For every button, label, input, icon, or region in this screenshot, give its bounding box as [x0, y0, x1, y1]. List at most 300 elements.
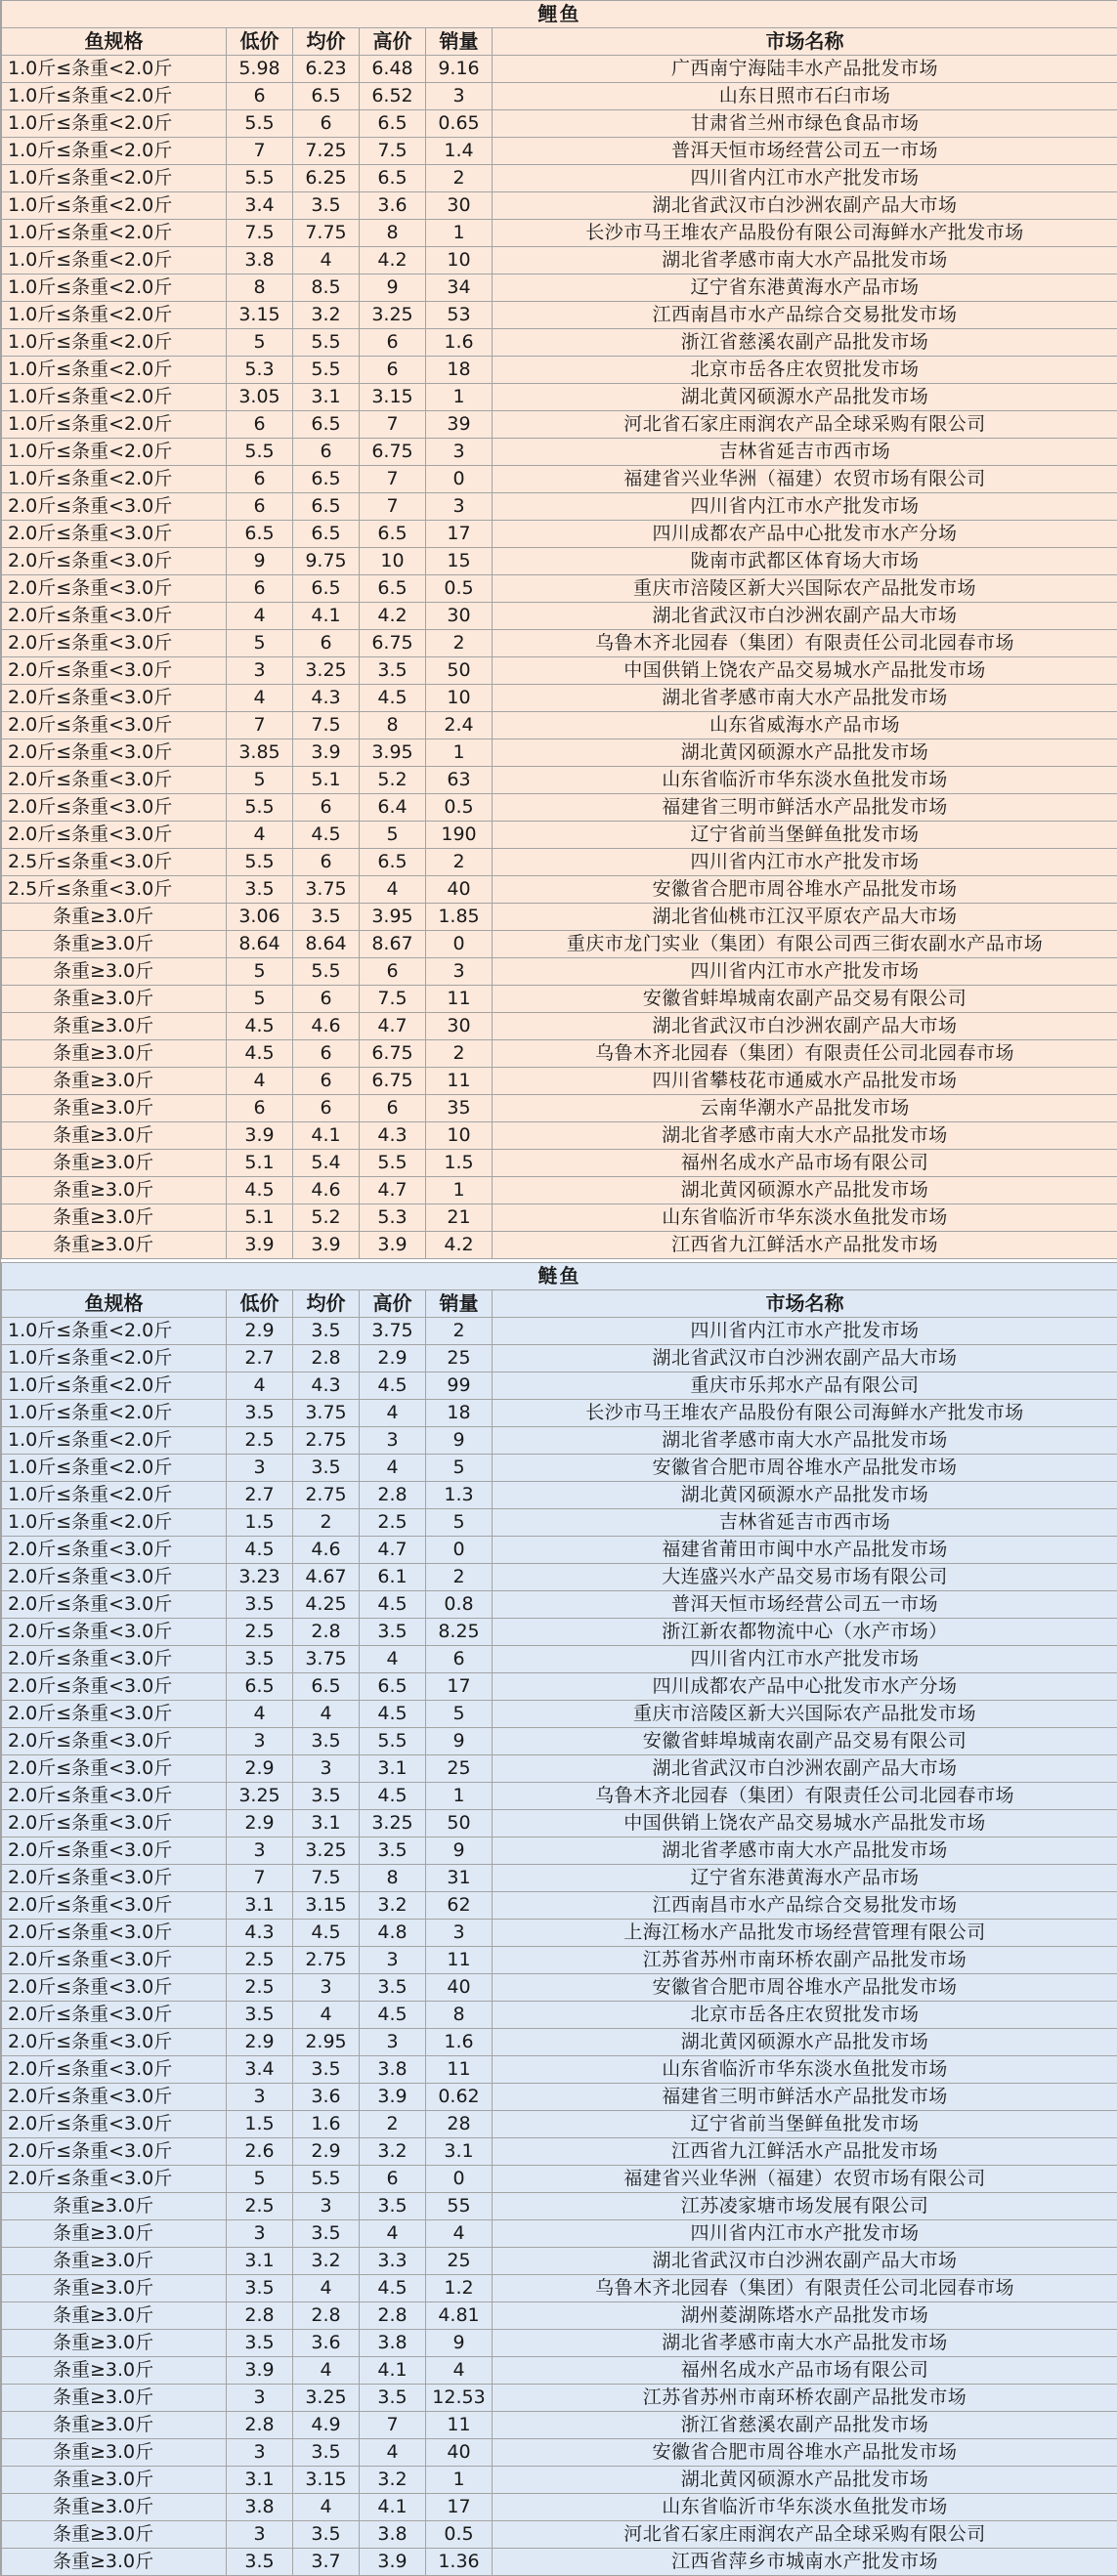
- cell-spec: 条重≥3.0斤: [2, 986, 227, 1013]
- cell-high: 3.8: [360, 2521, 426, 2549]
- cell-low: 3: [227, 2439, 293, 2467]
- cell-volume: 2: [426, 165, 493, 192]
- table-row: [2, 1755, 1117, 1783]
- cell-avg: 3: [293, 1755, 360, 1783]
- table-row: [2, 493, 1117, 521]
- cell-spec: 2.0斤≤条重<3.0斤: [2, 1728, 227, 1755]
- cell-market: 四川省攀枝花市通威水产品批发市场: [493, 1068, 1117, 1095]
- cell-avg: 3.6: [293, 2330, 360, 2357]
- cell-low: 5.5: [227, 439, 293, 466]
- cell-low: 3.23: [227, 1564, 293, 1591]
- cell-high: 3: [360, 2029, 426, 2056]
- cell-market: 大连盛兴水产品交易市场有限公司: [493, 1564, 1117, 1591]
- column-header-volume: 销量: [426, 1290, 493, 1318]
- cell-volume: 30: [426, 1013, 493, 1040]
- table-row: [2, 2111, 1117, 2138]
- cell-avg: 8.5: [293, 274, 360, 302]
- cell-spec: 条重≥3.0斤: [2, 2330, 227, 2357]
- cell-spec: 2.0斤≤条重<3.0斤: [2, 1810, 227, 1837]
- cell-spec: 2.0斤≤条重<3.0斤: [2, 1673, 227, 1701]
- cell-volume: 3: [426, 83, 493, 110]
- cell-spec: 条重≥3.0斤: [2, 1013, 227, 1040]
- cell-market: 安徽省合肥市周谷堆水产品批发市场: [493, 2439, 1117, 2467]
- table-row: [2, 2385, 1117, 2412]
- table-row: [2, 466, 1117, 493]
- table-row: [2, 822, 1117, 849]
- cell-spec: 条重≥3.0斤: [2, 1068, 227, 1095]
- cell-avg: 4.5: [293, 822, 360, 849]
- cell-volume: 1.6: [426, 329, 493, 357]
- cell-volume: 0.8: [426, 1591, 493, 1619]
- cell-market: 江西省九江鲜活水产品批发市场: [493, 1232, 1117, 1259]
- cell-volume: 1: [426, 1177, 493, 1204]
- cell-avg: 4: [293, 247, 360, 274]
- cell-high: 6: [360, 329, 426, 357]
- table-row: [2, 1318, 1117, 1345]
- cell-avg: 6.23: [293, 56, 360, 83]
- cell-volume: 10: [426, 1122, 493, 1150]
- cell-volume: 9: [426, 1837, 493, 1865]
- cell-avg: 3.75: [293, 1400, 360, 1427]
- cell-low: 2.8: [227, 2302, 293, 2330]
- cell-low: 7.5: [227, 220, 293, 247]
- table-row: [2, 411, 1117, 439]
- table-row: [2, 575, 1117, 603]
- cell-market: 安徽省合肥市周谷堆水产品批发市场: [493, 876, 1117, 904]
- cell-avg: 4.6: [293, 1177, 360, 1204]
- table-row: [2, 1591, 1117, 1619]
- cell-volume: 11: [426, 1068, 493, 1095]
- cell-low: 1.5: [227, 2111, 293, 2138]
- cell-high: 8: [360, 712, 426, 739]
- table-row: [2, 1537, 1117, 1564]
- cell-low: 8: [227, 274, 293, 302]
- cell-volume: 1: [426, 2467, 493, 2494]
- cell-low: 3.8: [227, 247, 293, 274]
- cell-volume: 31: [426, 1865, 493, 1892]
- cell-low: 2.5: [227, 1947, 293, 1974]
- cell-volume: 4.2: [426, 1232, 493, 1259]
- cell-high: 6.75: [360, 439, 426, 466]
- table-row: [2, 1372, 1117, 1400]
- cell-spec: 2.0斤≤条重<3.0斤: [2, 603, 227, 630]
- cell-high: 7.5: [360, 138, 426, 165]
- table-row: [2, 56, 1117, 83]
- cell-market: 四川省内江市水产批发市场: [493, 165, 1117, 192]
- cell-low: 6: [227, 493, 293, 521]
- cell-spec: 条重≥3.0斤: [2, 1040, 227, 1068]
- cell-low: 5.98: [227, 56, 293, 83]
- cell-avg: 3.9: [293, 739, 360, 767]
- column-header-high: 高价: [360, 28, 426, 56]
- cell-avg: 5.2: [293, 1204, 360, 1232]
- cell-volume: 0.5: [426, 2521, 493, 2549]
- cell-spec: 1.0斤≤条重<2.0斤: [2, 1400, 227, 1427]
- cell-low: 7: [227, 1865, 293, 1892]
- cell-avg: 7.75: [293, 220, 360, 247]
- table-row: [2, 1646, 1117, 1673]
- column-header-high: 高价: [360, 1290, 426, 1318]
- cell-avg: 6: [293, 110, 360, 138]
- cell-volume: 1.2: [426, 2275, 493, 2302]
- cell-market: 北京市岳各庄农贸批发市场: [493, 357, 1117, 384]
- table-row: [2, 767, 1117, 794]
- cell-spec: 1.0斤≤条重<2.0斤: [2, 1455, 227, 1482]
- cell-avg: 2.8: [293, 1345, 360, 1372]
- cell-high: 6.4: [360, 794, 426, 822]
- cell-high: 9: [360, 274, 426, 302]
- cell-low: 4: [227, 603, 293, 630]
- cell-market: 安徽省蚌埠城南农副产品交易有限公司: [493, 986, 1117, 1013]
- cell-avg: 4: [293, 2357, 360, 2385]
- cell-low: 6: [227, 411, 293, 439]
- cell-spec: 2.0斤≤条重<3.0斤: [2, 1701, 227, 1728]
- table-row: [2, 986, 1117, 1013]
- cell-avg: 2.9: [293, 2138, 360, 2166]
- cell-market: 浙江省慈溪农副产品批发市场: [493, 329, 1117, 357]
- cell-avg: 9.75: [293, 548, 360, 575]
- table-row: [2, 329, 1117, 357]
- cell-low: 5.5: [227, 794, 293, 822]
- cell-volume: 4: [426, 2357, 493, 2385]
- cell-low: 5.1: [227, 1150, 293, 1177]
- table-row: [2, 2056, 1117, 2084]
- cell-spec: 2.0斤≤条重<3.0斤: [2, 822, 227, 849]
- cell-avg: 4.1: [293, 1122, 360, 1150]
- cell-low: 5: [227, 2166, 293, 2193]
- cell-high: 3.6: [360, 192, 426, 220]
- table-row: [2, 630, 1117, 657]
- cell-volume: 0.5: [426, 794, 493, 822]
- cell-high: 4.2: [360, 247, 426, 274]
- cell-high: 3: [360, 1427, 426, 1455]
- cell-market: 湖北省武汉市白沙洲农副产品大市场: [493, 1013, 1117, 1040]
- table-row: [2, 931, 1117, 958]
- cell-high: 10: [360, 548, 426, 575]
- cell-volume: 9: [426, 1427, 493, 1455]
- cell-high: 3.5: [360, 2385, 426, 2412]
- cell-volume: 18: [426, 357, 493, 384]
- cell-market: 湖北省孝感市南大水产品批发市场: [493, 1122, 1117, 1150]
- cell-high: 4.8: [360, 1920, 426, 1947]
- cell-high: 3.5: [360, 1619, 426, 1646]
- cell-market: 云南华潮水产品批发市场: [493, 1095, 1117, 1122]
- cell-market: 湖北黄冈硕源水产品批发市场: [493, 2467, 1117, 2494]
- cell-avg: 4.67: [293, 1564, 360, 1591]
- cell-low: 2.7: [227, 1482, 293, 1509]
- cell-market: 福建省莆田市闽中水产品批发市场: [493, 1537, 1117, 1564]
- cell-volume: 1.5: [426, 1150, 493, 1177]
- cell-market: 乌鲁木齐北园春（集团）有限责任公司北园春市场: [493, 2275, 1117, 2302]
- cell-market: 四川成都农产品中心批发市水产分场: [493, 1673, 1117, 1701]
- cell-market: 四川成都农产品中心批发市水产分场: [493, 521, 1117, 548]
- cell-market: 江苏省苏州市南环桥农副产品批发市场: [493, 2385, 1117, 2412]
- cell-volume: 30: [426, 603, 493, 630]
- cell-spec: 2.0斤≤条重<3.0斤: [2, 1783, 227, 1810]
- column-header-market: 市场名称: [493, 28, 1117, 56]
- cell-market: 湖北省孝感市南大水产品批发市场: [493, 247, 1117, 274]
- cell-low: 3.05: [227, 384, 293, 411]
- cell-market: 四川省内江市水产批发市场: [493, 493, 1117, 521]
- cell-spec: 2.0斤≤条重<3.0斤: [2, 2084, 227, 2111]
- cell-avg: 4.9: [293, 2412, 360, 2439]
- cell-spec: 1.0斤≤条重<2.0斤: [2, 1509, 227, 1537]
- cell-avg: 3.9: [293, 1232, 360, 1259]
- cell-avg: 6.5: [293, 1673, 360, 1701]
- cell-market: 中国供销上饶农产品交易城水产品批发市场: [493, 657, 1117, 685]
- column-header-row: [2, 28, 1117, 56]
- cell-low: 2.9: [227, 1318, 293, 1345]
- cell-spec: 1.0斤≤条重<2.0斤: [2, 56, 227, 83]
- cell-high: 4.5: [360, 1372, 426, 1400]
- cell-volume: 8: [426, 2002, 493, 2029]
- cell-high: 4.7: [360, 1177, 426, 1204]
- cell-low: 4: [227, 685, 293, 712]
- cell-spec: 1.0斤≤条重<2.0斤: [2, 1427, 227, 1455]
- cell-volume: 2.4: [426, 712, 493, 739]
- table-row: [2, 657, 1117, 685]
- table-row: [2, 2494, 1117, 2521]
- cell-market: 湖北省武汉市白沙洲农副产品大市场: [493, 1755, 1117, 1783]
- cell-avg: 6.5: [293, 521, 360, 548]
- table-row: [2, 138, 1117, 165]
- cell-low: 2.5: [227, 1427, 293, 1455]
- cell-spec: 条重≥3.0斤: [2, 1150, 227, 1177]
- cell-market: 福州名成水产品市场有限公司: [493, 1150, 1117, 1177]
- cell-avg: 3.5: [293, 2439, 360, 2467]
- cell-market: 辽宁省东港黄海水产品市场: [493, 1865, 1117, 1892]
- table-row: [2, 1150, 1117, 1177]
- cell-spec: 条重≥3.0斤: [2, 1095, 227, 1122]
- cell-market: 辽宁省前当堡鲜鱼批发市场: [493, 2111, 1117, 2138]
- cell-market: 福州名成水产品市场有限公司: [493, 2357, 1117, 2385]
- column-header-avg: 均价: [293, 1290, 360, 1318]
- cell-spec: 1.0斤≤条重<2.0斤: [2, 411, 227, 439]
- cell-spec: 2.0斤≤条重<3.0斤: [2, 685, 227, 712]
- cell-volume: 0.62: [426, 2084, 493, 2111]
- cell-avg: 3.5: [293, 2220, 360, 2248]
- cell-volume: 40: [426, 2439, 493, 2467]
- cell-market: 中国供销上饶农产品交易城水产品批发市场: [493, 1810, 1117, 1837]
- table-row: [2, 1232, 1117, 1259]
- cell-volume: 3: [426, 1920, 493, 1947]
- cell-spec: 2.0斤≤条重<3.0斤: [2, 1564, 227, 1591]
- cell-avg: 6: [293, 439, 360, 466]
- cell-volume: 39: [426, 411, 493, 439]
- cell-high: 4.1: [360, 2357, 426, 2385]
- cell-market: 江西省萍乡市城南水产批发市场: [493, 2549, 1117, 2576]
- cell-volume: 9: [426, 2330, 493, 2357]
- cell-avg: 2.75: [293, 1947, 360, 1974]
- cell-low: 2.7: [227, 1345, 293, 1372]
- table-row: [2, 1482, 1117, 1509]
- table-row: [2, 2549, 1117, 2576]
- cell-spec: 2.0斤≤条重<3.0斤: [2, 2166, 227, 2193]
- cell-high: 3.5: [360, 657, 426, 685]
- cell-low: 2.8: [227, 2412, 293, 2439]
- cell-spec: 条重≥3.0斤: [2, 2521, 227, 2549]
- cell-high: 7: [360, 493, 426, 521]
- table-row: [2, 1701, 1117, 1728]
- cell-high: 2: [360, 2111, 426, 2138]
- cell-avg: 4.5: [293, 1920, 360, 1947]
- cell-market: 四川省内江市水产批发市场: [493, 2220, 1117, 2248]
- cell-high: 3.1: [360, 1755, 426, 1783]
- cell-spec: 条重≥3.0斤: [2, 1122, 227, 1150]
- table-row: [2, 1837, 1117, 1865]
- cell-market: 湖北省孝感市南大水产品批发市场: [493, 1837, 1117, 1865]
- cell-avg: 2.75: [293, 1427, 360, 1455]
- cell-high: 6.5: [360, 575, 426, 603]
- cell-volume: 63: [426, 767, 493, 794]
- cell-volume: 53: [426, 302, 493, 329]
- cell-volume: 3: [426, 958, 493, 986]
- cell-market: 江苏省苏州市南环桥农副产品批发市场: [493, 1947, 1117, 1974]
- cell-spec: 2.0斤≤条重<3.0斤: [2, 575, 227, 603]
- table-row: [2, 1068, 1117, 1095]
- cell-low: 3: [227, 2220, 293, 2248]
- cell-market: 湖北省武汉市白沙洲农副产品大市场: [493, 192, 1117, 220]
- cell-low: 3.25: [227, 1783, 293, 1810]
- table-row: [2, 1920, 1117, 1947]
- table-row: [2, 2412, 1117, 2439]
- cell-high: 3: [360, 1947, 426, 1974]
- cell-market: 浙江省慈溪农副产品批发市场: [493, 2412, 1117, 2439]
- cell-avg: 3.2: [293, 302, 360, 329]
- cell-spec: 2.0斤≤条重<3.0斤: [2, 2056, 227, 2084]
- cell-avg: 3.5: [293, 1783, 360, 1810]
- cell-low: 5.5: [227, 849, 293, 876]
- cell-volume: 11: [426, 2412, 493, 2439]
- column-header-spec: 鱼规格: [2, 1290, 227, 1318]
- cell-low: 7: [227, 138, 293, 165]
- table-row: [2, 357, 1117, 384]
- cell-spec: 2.0斤≤条重<3.0斤: [2, 521, 227, 548]
- cell-spec: 2.0斤≤条重<3.0斤: [2, 2138, 227, 2166]
- cell-avg: 5.5: [293, 357, 360, 384]
- cell-high: 6.5: [360, 110, 426, 138]
- cell-high: 7: [360, 2412, 426, 2439]
- cell-avg: 3.5: [293, 1728, 360, 1755]
- cell-high: 4.5: [360, 1783, 426, 1810]
- cell-volume: 11: [426, 986, 493, 1013]
- cell-avg: 5.5: [293, 2166, 360, 2193]
- cell-market: 湖北省孝感市南大水产品批发市场: [493, 2330, 1117, 2357]
- cell-high: 2.9: [360, 1345, 426, 1372]
- cell-market: 四川省内江市水产批发市场: [493, 849, 1117, 876]
- cell-avg: 3.5: [293, 2521, 360, 2549]
- cell-low: 3: [227, 2521, 293, 2549]
- cell-low: 3.5: [227, 1646, 293, 1673]
- cell-spec: 1.0斤≤条重<2.0斤: [2, 1482, 227, 1509]
- cell-avg: 4: [293, 2494, 360, 2521]
- cell-spec: 条重≥3.0斤: [2, 2494, 227, 2521]
- cell-market: 河北省石家庄雨润农产品全球采购有限公司: [493, 411, 1117, 439]
- cell-market: 安徽省合肥市周谷堆水产品批发市场: [493, 1974, 1117, 2002]
- cell-low: 4.5: [227, 1537, 293, 1564]
- cell-low: 5: [227, 958, 293, 986]
- cell-low: 1.5: [227, 1509, 293, 1537]
- cell-spec: 2.0斤≤条重<3.0斤: [2, 1920, 227, 1947]
- cell-spec: 2.0斤≤条重<3.0斤: [2, 2029, 227, 2056]
- cell-market: 吉林省延吉市西市场: [493, 439, 1117, 466]
- cell-high: 4.5: [360, 1591, 426, 1619]
- cell-low: 3.9: [227, 1232, 293, 1259]
- cell-volume: 190: [426, 822, 493, 849]
- cell-high: 3.3: [360, 2248, 426, 2275]
- cell-low: 5.5: [227, 110, 293, 138]
- cell-low: 2.5: [227, 2193, 293, 2220]
- cell-volume: 40: [426, 876, 493, 904]
- cell-volume: 1: [426, 739, 493, 767]
- table-row: [2, 2467, 1117, 2494]
- column-header-row: [2, 1290, 1117, 1318]
- cell-high: 8.67: [360, 931, 426, 958]
- table-row: [2, 192, 1117, 220]
- cell-market: 山东省临沂市华东淡水鱼批发市场: [493, 2056, 1117, 2084]
- cell-spec: 1.0斤≤条重<2.0斤: [2, 1345, 227, 1372]
- cell-spec: 2.0斤≤条重<3.0斤: [2, 739, 227, 767]
- cell-avg: 6.5: [293, 411, 360, 439]
- cell-avg: 5.1: [293, 767, 360, 794]
- cell-high: 4.5: [360, 1701, 426, 1728]
- cell-spec: 2.0斤≤条重<3.0斤: [2, 1537, 227, 1564]
- table-row: [2, 1974, 1117, 2002]
- cell-high: 3.75: [360, 1318, 426, 1345]
- cell-high: 5.5: [360, 1728, 426, 1755]
- table-row: [2, 165, 1117, 192]
- cell-spec: 2.0斤≤条重<3.0斤: [2, 794, 227, 822]
- cell-low: 4: [227, 1701, 293, 1728]
- cell-avg: 3.5: [293, 2056, 360, 2084]
- cell-high: 3.15: [360, 384, 426, 411]
- cell-high: 3.9: [360, 1232, 426, 1259]
- cell-volume: 3: [426, 439, 493, 466]
- cell-high: 4.7: [360, 1013, 426, 1040]
- cell-low: 4: [227, 1068, 293, 1095]
- cell-low: 4: [227, 1372, 293, 1400]
- cell-market: 四川省内江市水产批发市场: [493, 958, 1117, 986]
- cell-low: 5.5: [227, 165, 293, 192]
- cell-high: 3.8: [360, 2056, 426, 2084]
- cell-volume: 99: [426, 1372, 493, 1400]
- cell-volume: 0: [426, 2166, 493, 2193]
- cell-volume: 17: [426, 2494, 493, 2521]
- cell-spec: 1.0斤≤条重<2.0斤: [2, 439, 227, 466]
- table-row: [2, 1095, 1117, 1122]
- cell-avg: 2.8: [293, 2302, 360, 2330]
- cell-low: 3: [227, 1455, 293, 1482]
- cell-volume: 34: [426, 274, 493, 302]
- cell-spec: 1.0斤≤条重<2.0斤: [2, 1318, 227, 1345]
- cell-spec: 条重≥3.0斤: [2, 2220, 227, 2248]
- cell-market: 湖北省仙桃市江汉平原农产品大市场: [493, 904, 1117, 931]
- table-row: [2, 1177, 1117, 1204]
- cell-low: 3.5: [227, 1591, 293, 1619]
- cell-high: 4: [360, 1646, 426, 1673]
- cell-volume: 6: [426, 1646, 493, 1673]
- cell-high: 3.9: [360, 2084, 426, 2111]
- cell-avg: 3.7: [293, 2549, 360, 2576]
- cell-high: 3.8: [360, 2330, 426, 2357]
- cell-spec: 条重≥3.0斤: [2, 2467, 227, 2494]
- cell-high: 7: [360, 466, 426, 493]
- cell-avg: 4: [293, 2275, 360, 2302]
- cell-volume: 2: [426, 849, 493, 876]
- cell-high: 3.5: [360, 1837, 426, 1865]
- cell-spec: 2.0斤≤条重<3.0斤: [2, 1755, 227, 1783]
- cell-spec: 2.0斤≤条重<3.0斤: [2, 493, 227, 521]
